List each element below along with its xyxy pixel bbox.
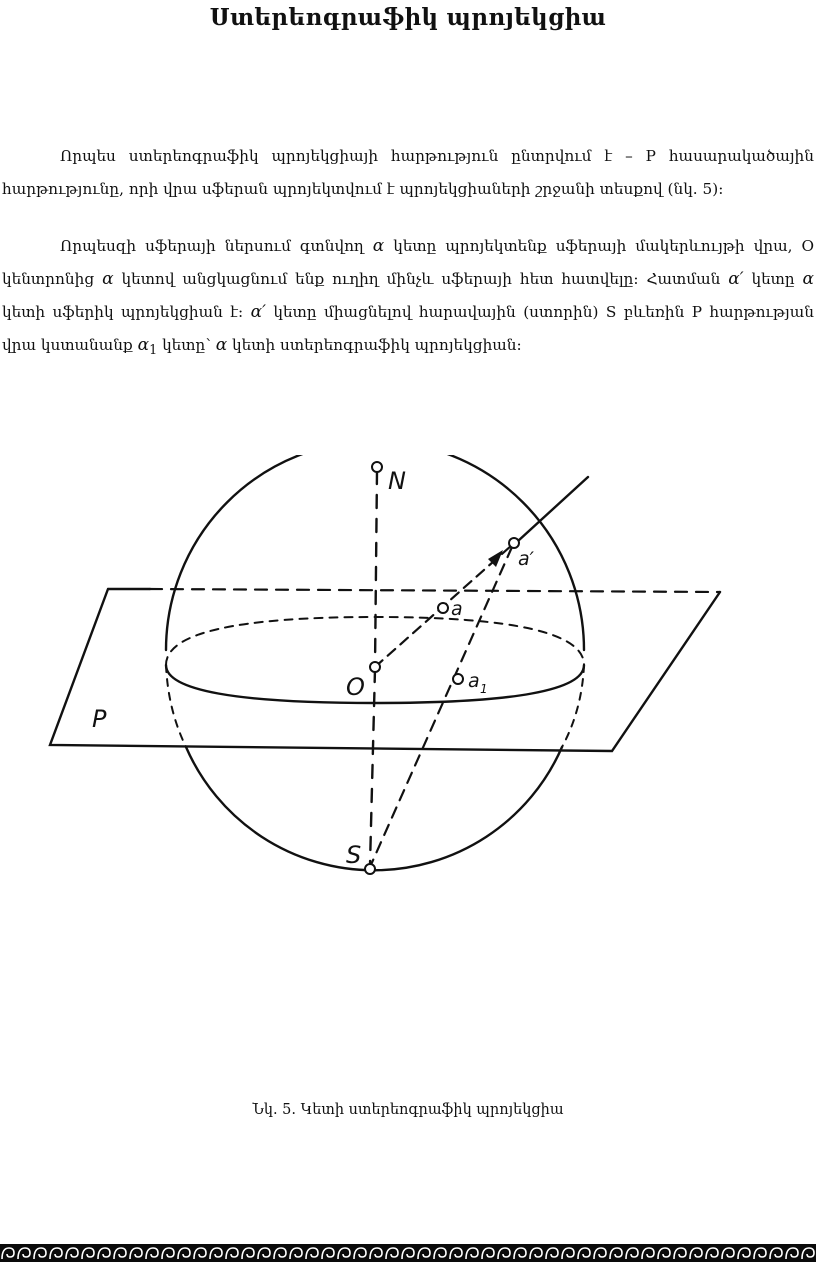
sphere-lower-outline bbox=[186, 747, 562, 870]
paragraph-2-text-7: կետը՝ bbox=[157, 336, 216, 354]
sphere-hidden-right bbox=[562, 665, 584, 747]
symbol-alpha: α bbox=[802, 269, 814, 289]
label-a1-subscript: 1 bbox=[480, 682, 488, 696]
paragraph-2-text-1: Որպեսզի սֆերայի ներսում գտնվող bbox=[60, 237, 373, 255]
label-north: N bbox=[388, 467, 406, 495]
label-a: a bbox=[451, 598, 463, 620]
symbol-alpha-1-subscript: 1 bbox=[149, 343, 158, 359]
point-center bbox=[370, 662, 380, 672]
plane-outline-visible bbox=[50, 589, 720, 751]
decorative-border bbox=[0, 1244, 816, 1262]
symbol-alpha: α bbox=[102, 269, 114, 289]
page-title: Ստերեոգրաֆիկ պրոյեկցիա bbox=[209, 4, 607, 31]
paragraph-2-text-8: կետի ստերեոգրաֆիկ պրոյեկցիան։ bbox=[227, 336, 522, 354]
paragraph-2-text-3: կետով անցկացնում ենք ուղիղ մինչև սֆերայի հետ հատվելը։ Հատման bbox=[113, 270, 729, 288]
symbol-alpha-prime: α′ bbox=[728, 269, 744, 289]
paragraph-2-text-4: կետը bbox=[743, 270, 803, 288]
label-center: O bbox=[346, 673, 365, 701]
label-a1: a bbox=[468, 670, 480, 692]
symbol-alpha-1: α bbox=[137, 335, 150, 355]
line-a-prime-to-south bbox=[370, 547, 512, 867]
point-a bbox=[438, 603, 448, 613]
symbol-alpha: α bbox=[372, 236, 385, 256]
symbol-alpha: α bbox=[215, 335, 228, 355]
figure-svg bbox=[40, 455, 730, 885]
point-a1 bbox=[453, 674, 463, 684]
stereographic-projection-figure bbox=[40, 455, 730, 885]
paragraph-2-text-2: կետը պրոյեկտենք սֆերայի մակերևույթի վրա, O կենտրոնից bbox=[2, 237, 814, 288]
symbol-alpha-prime: α′ bbox=[250, 302, 267, 322]
label-plane: P bbox=[92, 705, 107, 733]
paragraph-2 bbox=[2, 230, 814, 367]
point-a-prime bbox=[509, 538, 519, 548]
label-a-prime: a′ bbox=[518, 548, 534, 570]
point-south bbox=[365, 864, 375, 874]
point-north bbox=[372, 462, 382, 472]
paragraph-1: Որպես ստերեոգրաֆիկ պրոյեկցիայի հարթություն ընտրվում է – P հասարակածային հարթությունը, որի վրա սֆերան պրոյեկտվում է պրոյեկցիաների շրջանի տեսքով (նկ. 5)։ bbox=[2, 147, 814, 198]
paragraph-2-text-6: կետը միացնելով հարավային (ստորին) S բևեռին P հարթության վրա կստանանք bbox=[2, 303, 814, 354]
axis-north-center bbox=[375, 471, 377, 667]
plane-back-edge bbox=[150, 589, 720, 592]
figure-caption: Նկ. 5. Կետի ստերեոգրաֆիկ պրոյեկցիա bbox=[252, 1102, 564, 1118]
axis-center-south bbox=[370, 669, 375, 865]
border-pattern bbox=[0, 1244, 816, 1262]
paragraph-2-text-5: կետի սֆերիկ պրոյեկցիան է։ bbox=[2, 303, 251, 321]
sphere-hidden-left bbox=[166, 665, 186, 747]
label-south: S bbox=[346, 841, 362, 869]
